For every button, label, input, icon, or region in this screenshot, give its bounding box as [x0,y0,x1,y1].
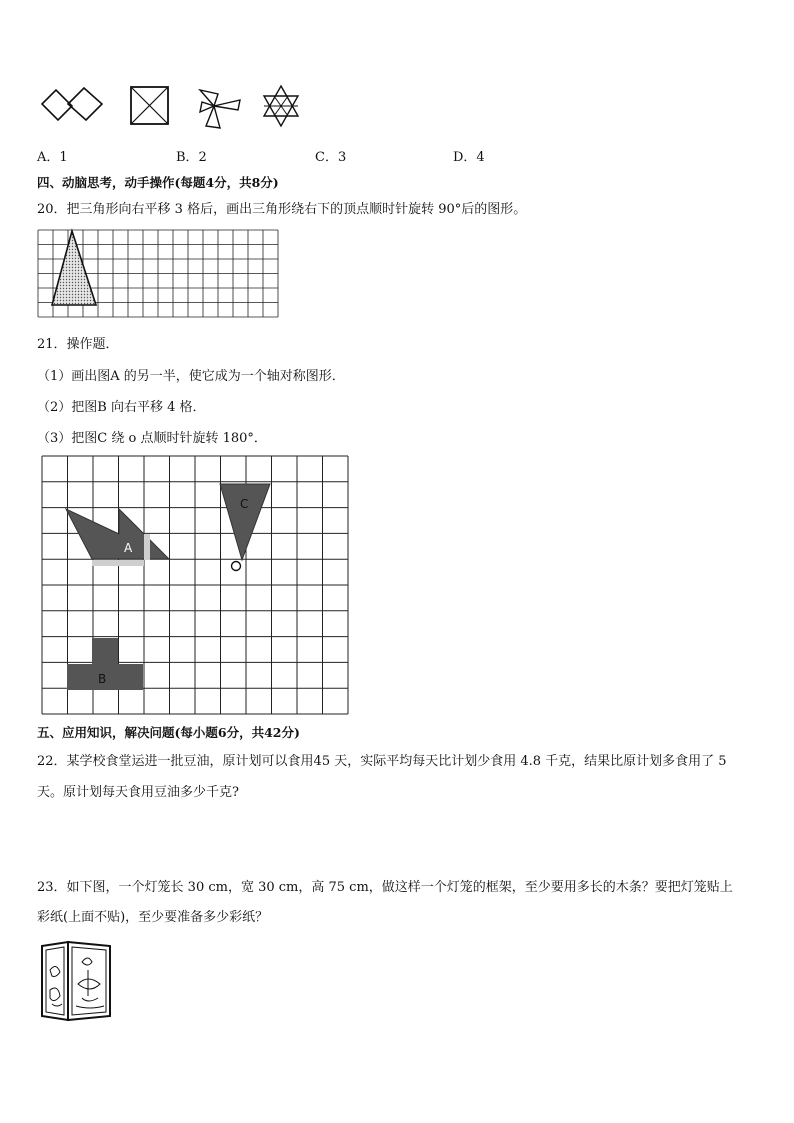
question-23-line-1: 23．如下图，一个灯笼长 30 cm，宽 30 cm，高 75 cm，做这样一个灯笼的框架，至少要用多长的木条？要把灯笼贴上 [37,880,733,895]
shape-a [66,509,169,559]
question-23-line-2: 彩纸(上面不贴)，至少要准备多少彩纸？ [37,910,269,925]
question-22-line-2: 天。原计划每天食用豆油多少千克? [37,785,239,800]
section-four-heading: 四、动脑思考，动手操作(每题4分，共8分) [37,175,279,190]
option-c-label: C．3 [315,150,347,165]
section-five-heading: 五、应用知识，解决问题(每小题6分，共42分) [37,725,300,740]
question-21-title: 21．操作题． [37,337,119,352]
question-21-item-2: （2）把图B 向右平移 4 格． [37,400,206,415]
shape-c-label: C [240,497,249,511]
dotted-triangle [52,231,96,305]
option-b-label: B．2 [176,150,207,165]
shape-a-shadow [92,560,144,566]
question-22-line-1: 22．某学校食堂运进一批豆油，原计划可以食用45 天，实际平均每天比计划少食用 4.8 千克，结果比原计划多食用了 5 [37,754,727,769]
question-20-grid [38,230,280,318]
question-21-item-3: （3）把图C 绕 o 点顺时针旋转 180°． [37,431,267,446]
pinwheel-icon [196,86,244,130]
option-d-label: D．4 [453,150,485,165]
question-21-item-1: （1）画出图A 的另一半，使它成为一个轴对称图形． [37,369,345,384]
shape-c [220,484,270,560]
question-21-grid [42,456,354,720]
shape-b-label: B [98,672,107,686]
question-20-text: 20．把三角形向右平移 3 格后，画出三角形绕右下的顶点顺时针旋转 90°后的图形。 [37,202,527,217]
two-squares-icon [40,84,106,124]
rotation-point-o [232,562,241,571]
option-a-label: A．1 [37,150,68,165]
shape-b-stem [92,638,118,664]
six-point-star-icon [260,84,302,128]
lantern-icon [38,940,114,1024]
shape-a-label: A [124,541,133,555]
square-with-diagonals-icon [130,86,170,126]
